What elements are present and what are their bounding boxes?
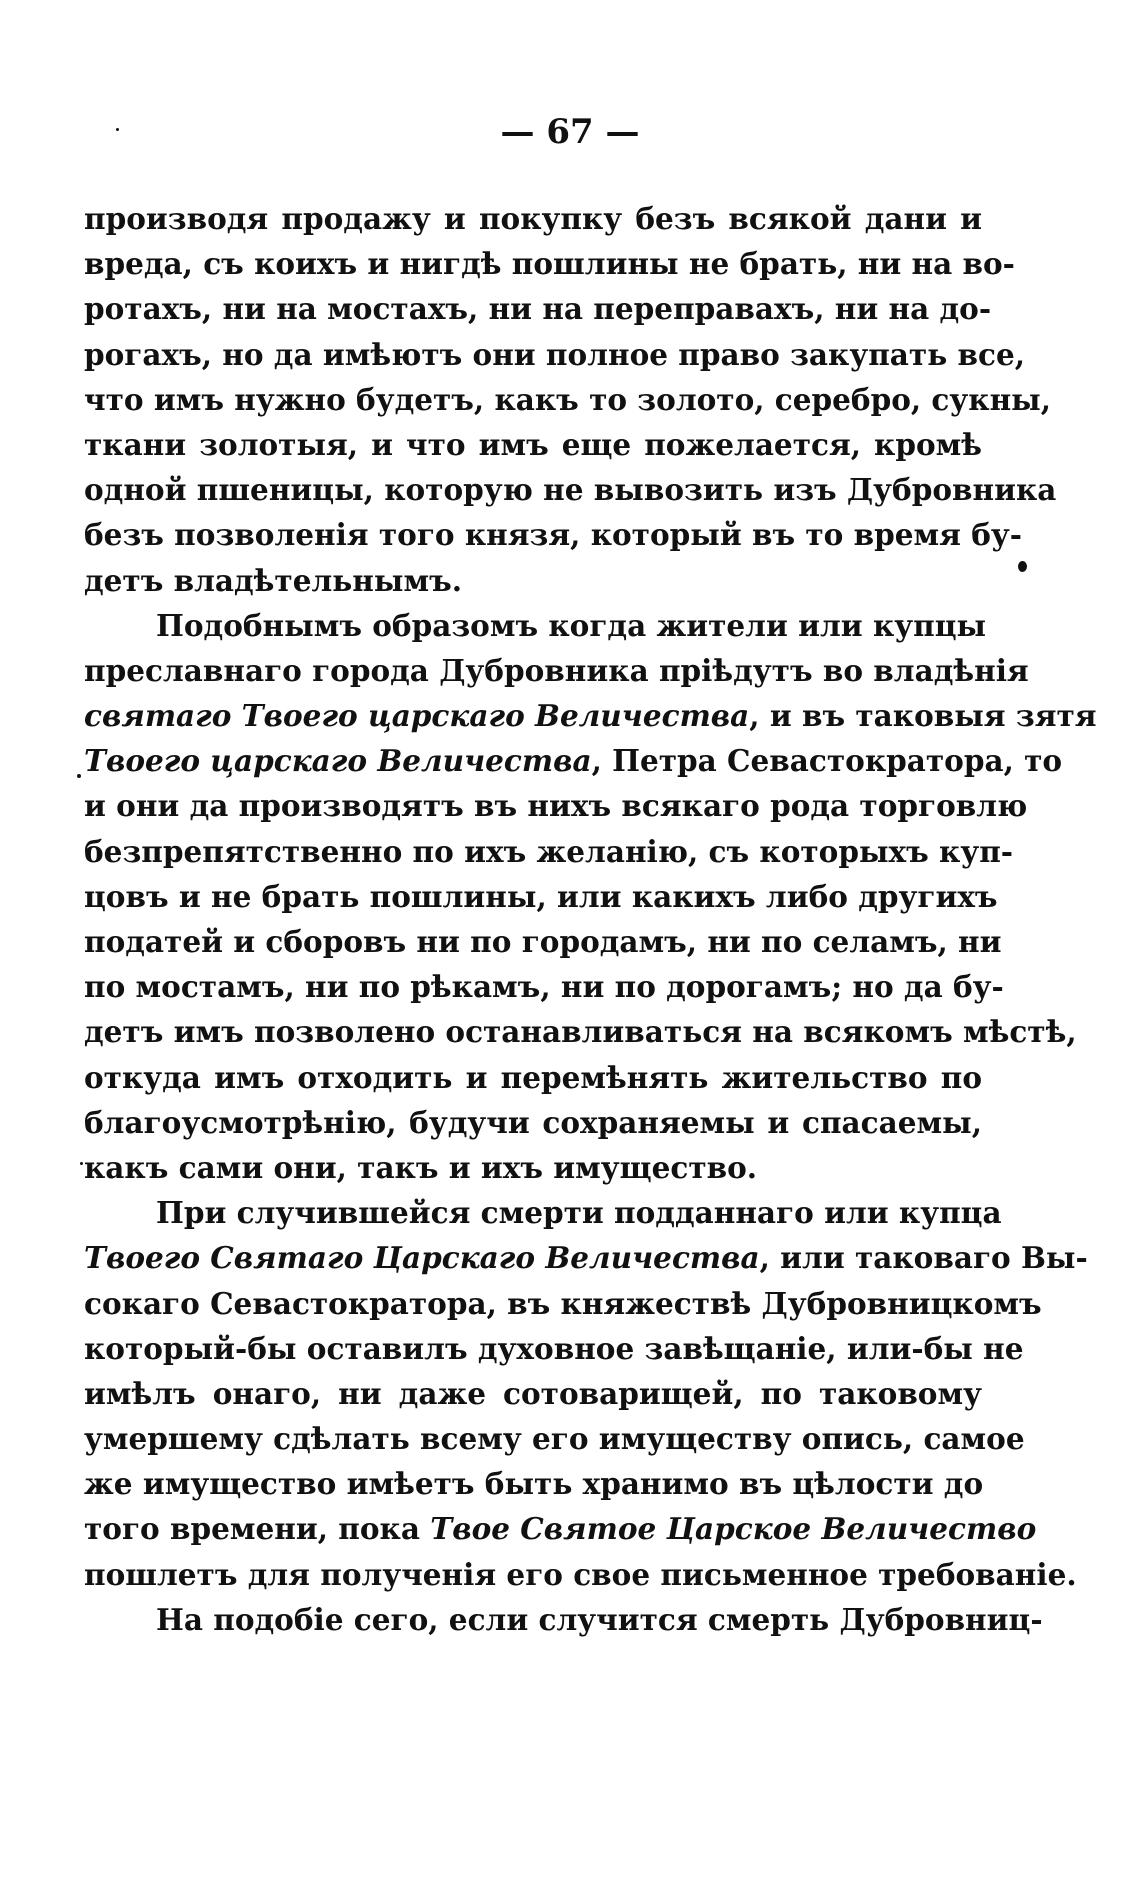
text-run: , и въ таковыя зятя — [749, 698, 1097, 734]
ink-speck — [77, 774, 81, 778]
text-line: детъ имъ позволено останавливаться на всякомъ мѣстѣ, — [84, 1014, 1077, 1050]
paragraph-end-line: какъ сами они, такъ и ихъ имущество. — [84, 1149, 758, 1185]
text-line: который-бы оставилъ духовное завѣщаніе, или-бы не — [84, 1330, 1024, 1366]
text-line: что имъ нужно будетъ, какъ то золото, серебро, сукны, — [84, 381, 1052, 417]
text-line: рогахъ, но да имѣютъ они полное право закупать все, — [84, 336, 1025, 372]
paragraph-end-line: детъ владѣтельнымъ. — [84, 562, 462, 598]
italic-title: Твое Святое Царское Величество — [430, 1511, 1037, 1547]
text-line: цовъ и не брать пошлины, или какихъ либо другихъ — [84, 878, 998, 914]
paragraph-start-line: При случившейся смерти подданнаго или купца — [156, 1195, 1002, 1231]
page-number: — 67 — — [500, 112, 640, 152]
text-line: и они да производятъ въ нихъ всякаго рода торговлю — [84, 788, 1028, 824]
text-line: ротахъ, ни на мостахъ, ни на переправахъ, ни на до- — [84, 291, 992, 327]
text-line: ткани золотыя, и что имъ еще пожелается, кромѣ — [84, 426, 982, 462]
text-line: имѣлъ онаго, ни даже сотоварищей, по таковому — [84, 1375, 982, 1411]
text-line: откуда имъ отходить и перемѣнять жительство по — [84, 1059, 982, 1095]
italic-title: святаго Твоего царскаго Величества — [84, 698, 750, 734]
text-run: , или таковаго Вы- — [759, 1240, 1088, 1276]
text-line: благоусмотрѣнію, будучи сохраняемы и спасаемы, — [84, 1104, 982, 1140]
ink-speck — [1018, 561, 1027, 572]
text-line — [84, 1235, 1088, 1280]
text-line: же имущество имѣетъ быть хранимо въ цѣлости до — [84, 1466, 984, 1502]
paragraph-start-line: На подобіе сего, если случится смерть Дубровниц- — [156, 1601, 1043, 1637]
text-line: сокаго Севастократора, въ княжествѣ Дубровницкомъ — [84, 1285, 1042, 1321]
text-line: вреда, съ коихъ и нигдѣ пошлины не брать, ни на во- — [84, 246, 1015, 282]
text-line: безпрепятственно по ихъ желанію, съ которыхъ куп- — [84, 833, 1014, 869]
text-line: по мостамъ, ни по рѣкамъ, ни по дорогамъ; но да бу- — [84, 969, 1004, 1005]
text-run: того времени, пока — [84, 1511, 431, 1547]
text-line: податей и сборовъ ни по городамъ, ни по селамъ, ни — [84, 924, 1002, 959]
paragraph-start-line: Подобнымъ образомъ когда жители или купцы — [156, 607, 987, 643]
text-line — [84, 693, 1097, 738]
text-line — [84, 1506, 1037, 1551]
italic-title: Твоего царскаго Величества — [84, 743, 592, 779]
body-text — [84, 196, 1097, 1642]
italic-title: Твоего Святаго Царскаго Величества — [84, 1240, 760, 1276]
text-line: безъ позволенія того князя, который въ то время бу- — [84, 517, 1022, 553]
text-line: умершему сдѣлать всему его имуществу опись, самое — [84, 1421, 1025, 1457]
text-line: производя продажу и покупку безъ всякой дани и — [84, 201, 982, 236]
ink-speck — [116, 128, 119, 131]
text-run: , Петра Севастократора, то — [591, 743, 1063, 779]
text-line: преславнаго города Дубровника пріѣдутъ во владѣнія — [84, 652, 1029, 688]
text-line: одной пшеницы, которую не вывозить изъ Дубровника — [84, 472, 1057, 508]
paragraph-end-line: пошлетъ для полученія его свое письменное требованіе. — [84, 1556, 1077, 1592]
text-line — [84, 738, 1063, 783]
ink-speck — [80, 1162, 83, 1165]
